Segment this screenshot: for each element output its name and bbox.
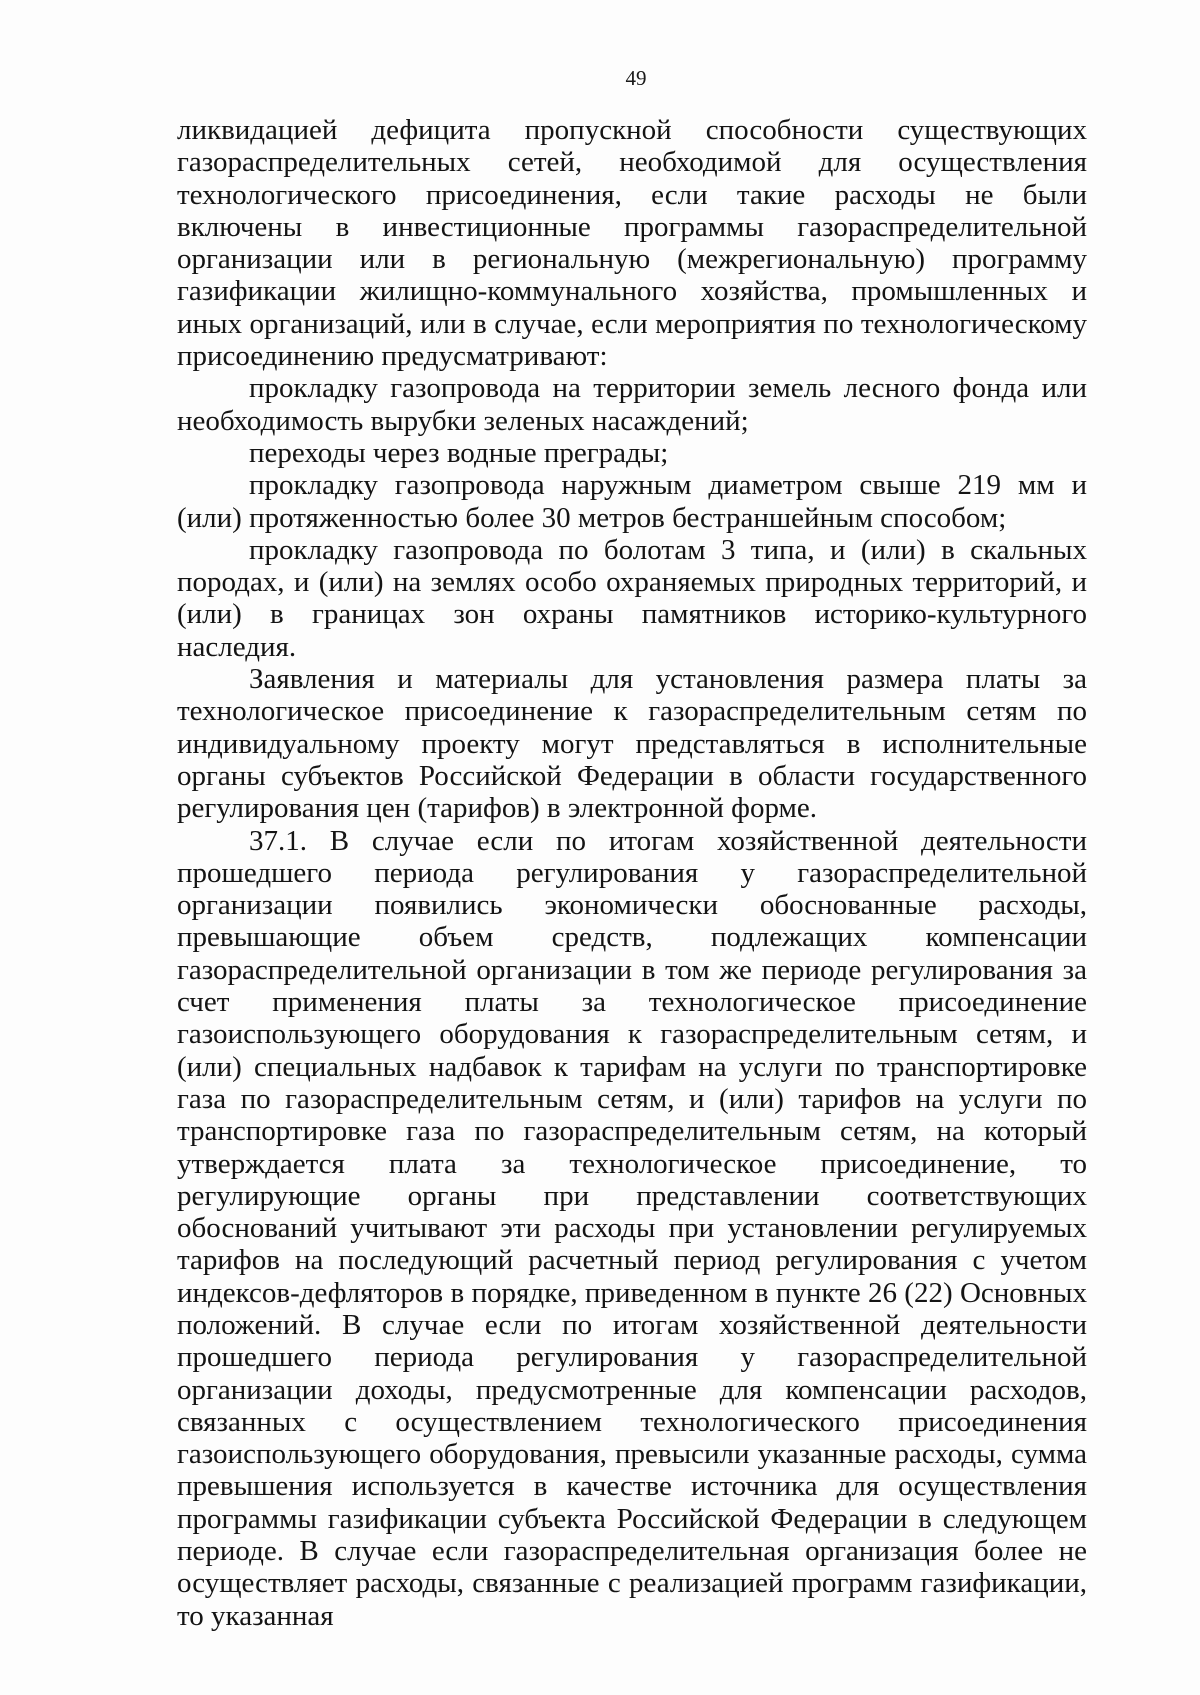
document-body xyxy=(177,114,1087,1632)
paragraph-trenchless: прокладку газопровода наружным диаметром свыше 219 мм и (или) протяженностью более 30 метров бестраншейным способом; xyxy=(177,469,1087,534)
paragraph-applications: Заявления и материалы для установления размера платы за технологическое присоединение к газораспределительным сетям по индивидуальному проекту могут представляться в исполнительные органы субъектов Российской Федерации в области государственного регулирования цен (тарифов) в электронной форме. xyxy=(177,663,1087,825)
paragraph-continuation: ликвидацией дефицита пропускной способности существующих газораспределительных сетей, необходимой для осуществления технологического присоединения, если такие расходы не были включены в инвестиционные программы газораспределительной организации или в региональную (межрегиональную) программу газификации жилищно-коммунального хозяйства, промышленных и иных организаций, или в случае, если мероприятия по технологическому присоединению предусматривают: xyxy=(177,114,1087,373)
paragraph-forest-land: прокладку газопровода на территории земель лесного фонда или необходимость вырубки зеленых насаждений; xyxy=(177,372,1087,437)
paragraph-section-37-1: 37.1. В случае если по итогам хозяйственной деятельности прошедшего периода регулирования у газораспределительной организации появились экономически обоснованные расходы, превышающие объем средств, подлежащих компенсации газораспределительной организации в том же периоде регулирования за счет применения платы за технологическое присоединение газоиспользующего оборудования к газораспределительным сетям, и (или) специальных надбавок к тарифам на услуги по транспортировке газа по газораспределительным сетям, и (или) тарифов на услуги по транспортировке газа по газораспределительным сетям, на который утверждается плата за технологическое присоединение, то регулирующие органы при представлении соответствующих обоснований учитывают эти расходы при установлении регулируемых тарифов на последующий расчетный период регулирования с учетом индексов-дефляторов в порядке, приведенном в пункте 26 (22) Основных положений. В случае если по итогам хозяйственной деятельности прошедшего периода регулирования у газораспределительной организации доходы, предусмотренные для компенсации расходов, связанных с осуществлением технологического присоединения газоиспользующего оборудования, превысили указанные расходы, сумма превышения используется в качестве источника для осуществления программы газификации субъекта Российской Федерации в следующем периоде. В случае если газораспределительная организация более не осуществляет расходы, связанные с реализацией программ газификации, то указанная xyxy=(177,824,1087,1632)
page-number: 49 xyxy=(625,66,647,90)
paragraph-swamps: прокладку газопровода по болотам 3 типа, и (или) в скальных породах, и (или) на землях особо охраняемых природных территорий, и (или) в границах зон охраны памятников историко-культурного наследия. xyxy=(177,533,1087,663)
paragraph-water-crossings: переходы через водные преграды; xyxy=(249,436,669,469)
